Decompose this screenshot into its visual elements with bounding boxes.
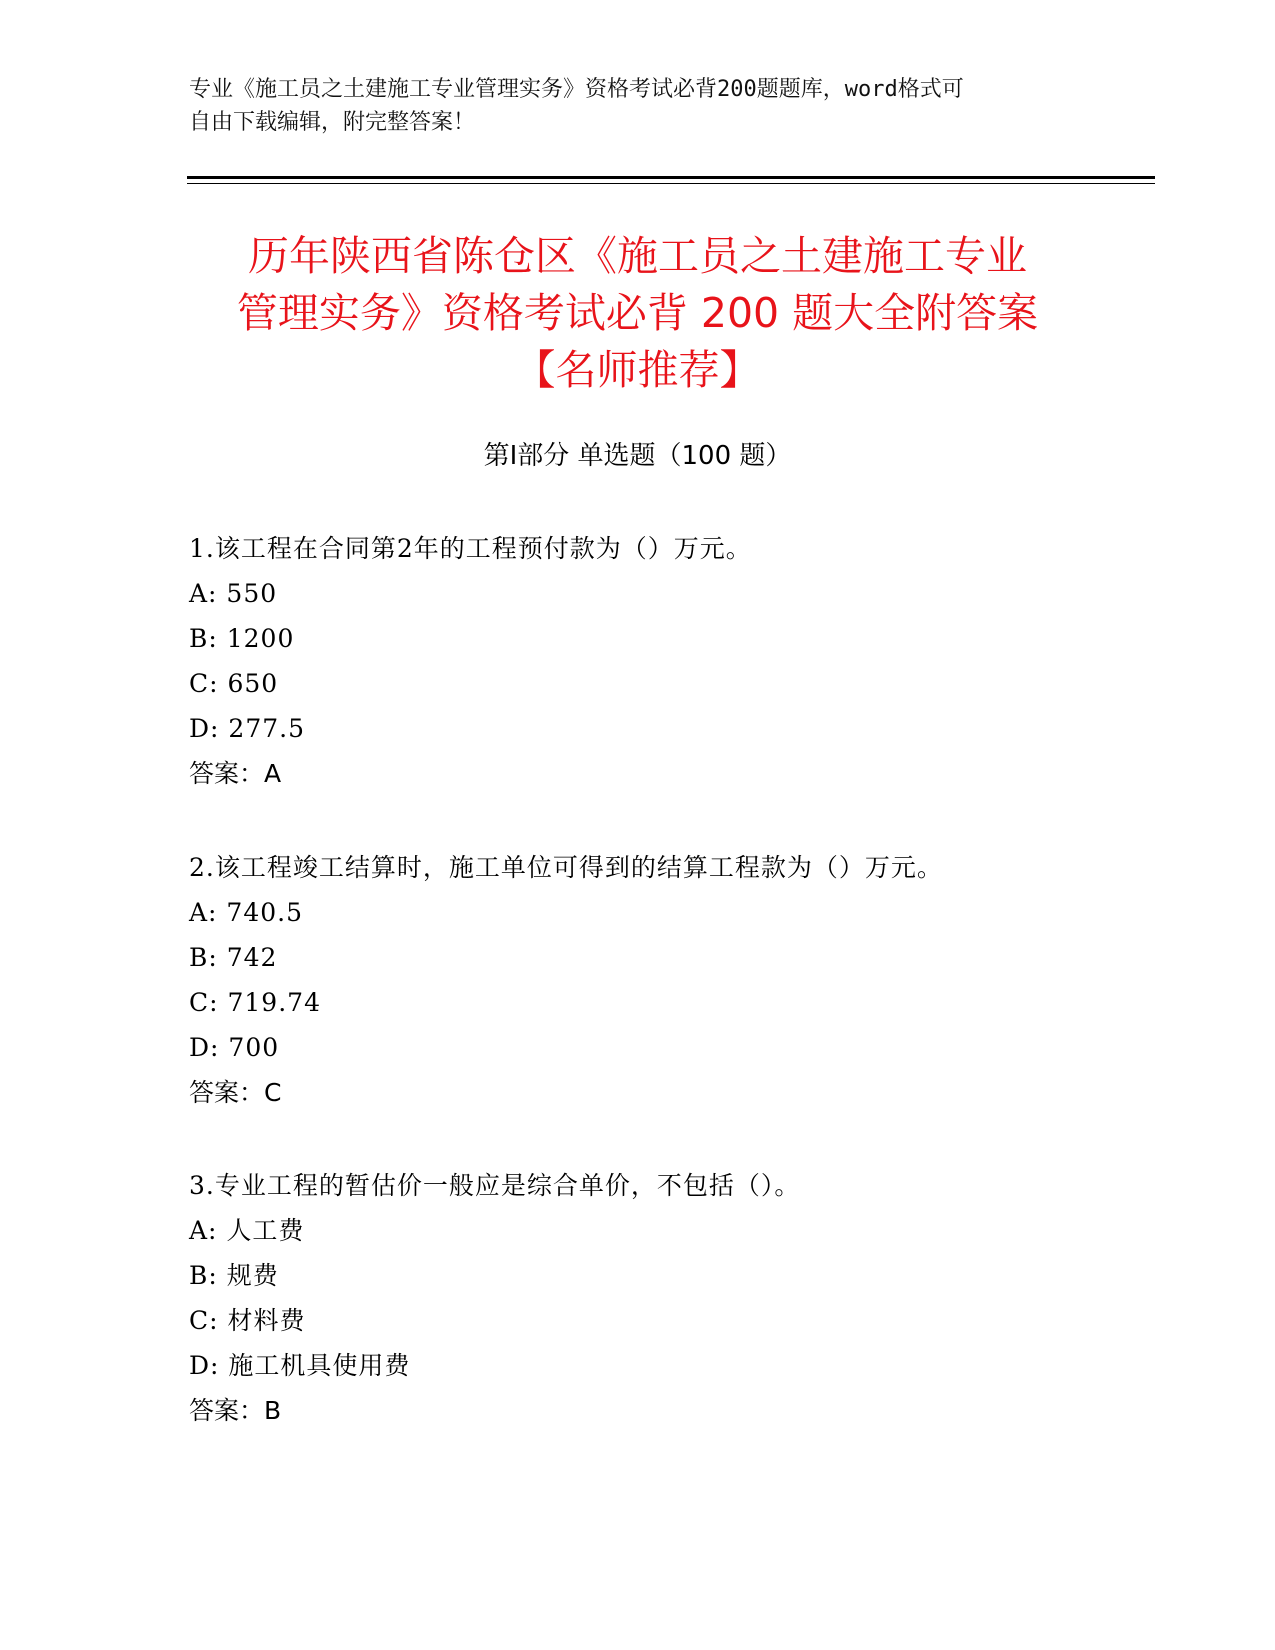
option-d: D: 施工机具使用费	[189, 1351, 411, 1380]
option-c: C: 650	[189, 669, 279, 698]
option-a: A: 550	[189, 579, 278, 608]
question-2	[189, 845, 1189, 1115]
header-note	[189, 73, 1089, 139]
option-d: D: 700	[189, 1033, 280, 1062]
question-stem: 2.该工程竣工结算时，施工单位可得到的结算工程款为（）万元。	[189, 853, 943, 882]
answer: 答案：C	[189, 1078, 282, 1107]
title-line-3: 【名师推荐】	[514, 346, 761, 394]
title-line-2: 管理实务》资格考试必背 200 题大全附答案	[236, 289, 1039, 337]
option-c: C: 材料费	[189, 1306, 306, 1335]
header-note-line-2: 自由下载编辑，附完整答案！	[189, 110, 476, 135]
header-note-line-1: 专业《施工员之土建施工专业管理实务》资格考试必背200题题库，word格式可	[189, 77, 964, 102]
document-title	[150, 228, 1125, 399]
option-d: D: 277.5	[189, 714, 305, 743]
answer: 答案：A	[189, 759, 282, 788]
title-line-1: 历年陕西省陈仓区《施工员之土建施工专业	[248, 232, 1027, 280]
section-heading: 第Ⅰ部分 单选题（100 题）	[483, 441, 792, 471]
option-a: A: 740.5	[189, 898, 303, 927]
question-3	[189, 1163, 1189, 1433]
question-stem: 3.专业工程的暂估价一般应是综合单价，不包括（）。	[189, 1171, 801, 1200]
option-b: B: 1200	[189, 624, 295, 653]
header-divider-thin	[187, 183, 1155, 184]
question-1	[189, 526, 1189, 796]
option-b: B: 742	[189, 943, 278, 972]
question-stem: 1.该工程在合同第2年的工程预付款为（）万元。	[189, 534, 752, 563]
answer: 答案：B	[189, 1396, 282, 1425]
option-a: A: 人工费	[189, 1216, 305, 1245]
header-divider-thick	[187, 176, 1155, 179]
option-c: C: 719.74	[189, 988, 321, 1017]
option-b: B: 规费	[189, 1261, 279, 1290]
